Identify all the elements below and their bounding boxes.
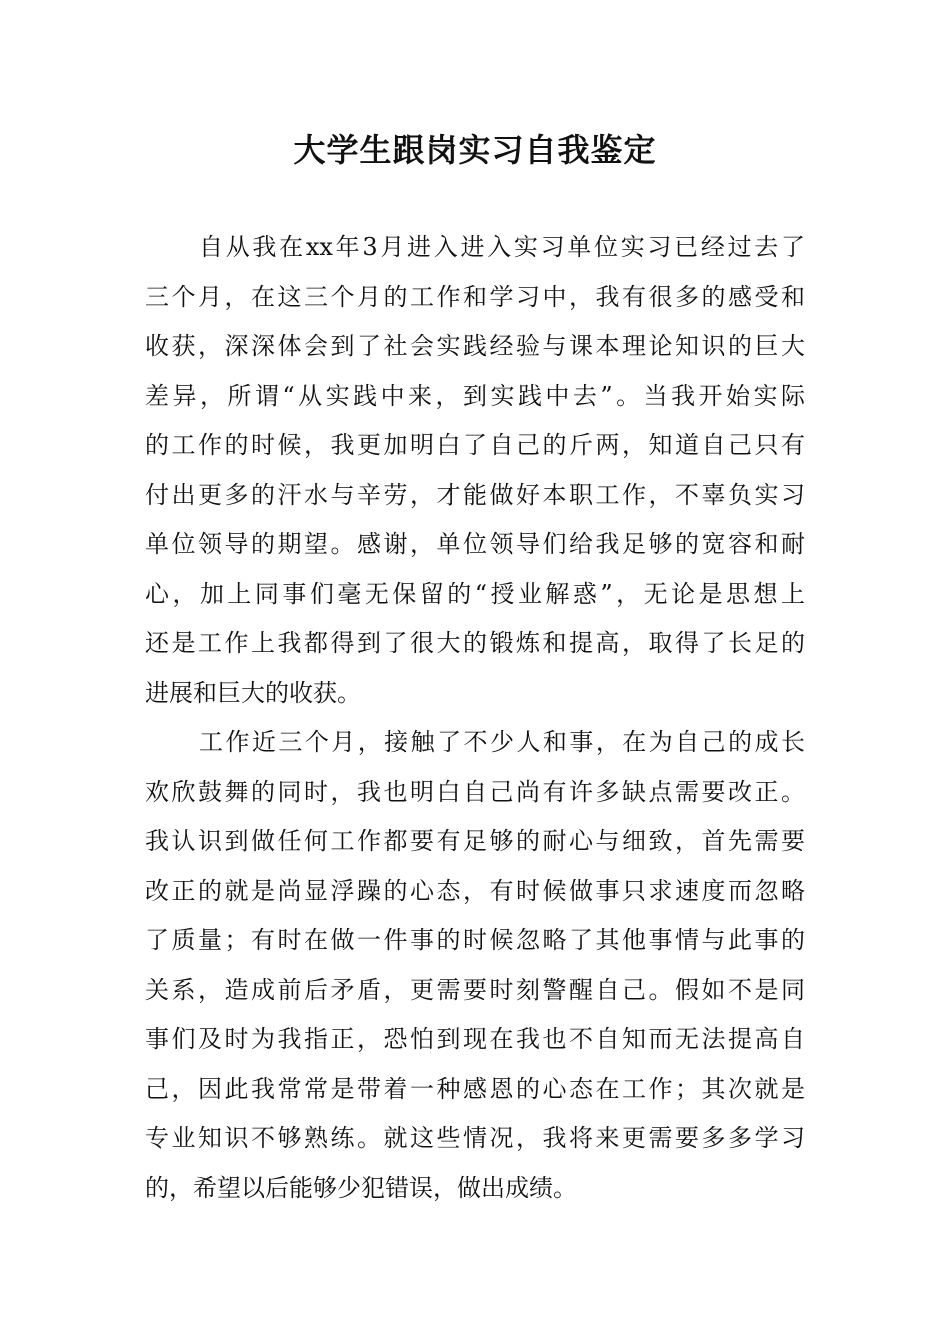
- paragraph-line: 自从我在xx年3月进入进入实习单位实习已经过去了: [199, 233, 805, 261]
- paragraph-line: 事们及时为我指正，恐怕到现在我也不自知而无法提高自: [145, 1025, 805, 1053]
- paragraph-line: 我认识到做任何工作都要有足够的耐心与细致，首先需要: [145, 827, 805, 855]
- paragraph-line: 进展和巨大的收获。: [145, 678, 361, 707]
- paragraph-line: 还是工作上我都得到了很大的锻炼和提高，取得了长足的: [145, 629, 805, 657]
- paragraph-line: 工作近三个月，接触了不少人和事，在为自己的成长: [199, 728, 805, 756]
- paragraph-line: 专业知识不够熟练。就这些情况，我将来更需要多多学习: [145, 1124, 805, 1152]
- document-title: 大学生跟岗实习自我鉴定: [293, 131, 657, 169]
- paragraph-line: 收获，深深体会到了社会实践经验与课本理论知识的巨大: [145, 332, 805, 360]
- paragraph-2: [145, 718, 805, 1213]
- paragraph-line: 心，加上同事们毫无保留的“授业解惑”，无论是思想上: [145, 579, 805, 608]
- paragraph-line: 关系，造成前后矛盾，更需要时刻警醒自己。假如不是同: [145, 975, 805, 1004]
- paragraph-line: 的，希望以后能够少犯错误，做出成绩。: [145, 1173, 577, 1202]
- paragraph-1: [145, 223, 805, 718]
- document-body: [145, 223, 805, 1213]
- paragraph-line: 付出更多的汗水与辛劳，才能做好本职工作，不辜负实习: [145, 480, 805, 509]
- paragraph-line: 了质量；有时在做一件事的时候忽略了其他事情与此事的: [145, 926, 805, 954]
- paragraph-line: 改正的就是尚显浮躁的心态，有时候做事只求速度而忽略: [145, 876, 805, 905]
- paragraph-line: 的工作的时候，我更加明白了自己的斤两，知道自己只有: [145, 431, 805, 459]
- paragraph-line: 欢欣鼓舞的同时，我也明白自己尚有许多缺点需要改正。: [145, 777, 805, 806]
- paragraph-line: 单位领导的期望。感谢，单位领导们给我足够的宽容和耐: [145, 530, 805, 558]
- paragraph-line: 三个月，在这三个月的工作和学习中，我有很多的感受和: [145, 282, 805, 311]
- paragraph-line: 差异，所谓“从实践中来，到实践中去”。当我开始实际: [145, 381, 805, 410]
- paragraph-line: 己，因此我常常是带着一种感恩的心态在工作；其次就是: [145, 1074, 805, 1103]
